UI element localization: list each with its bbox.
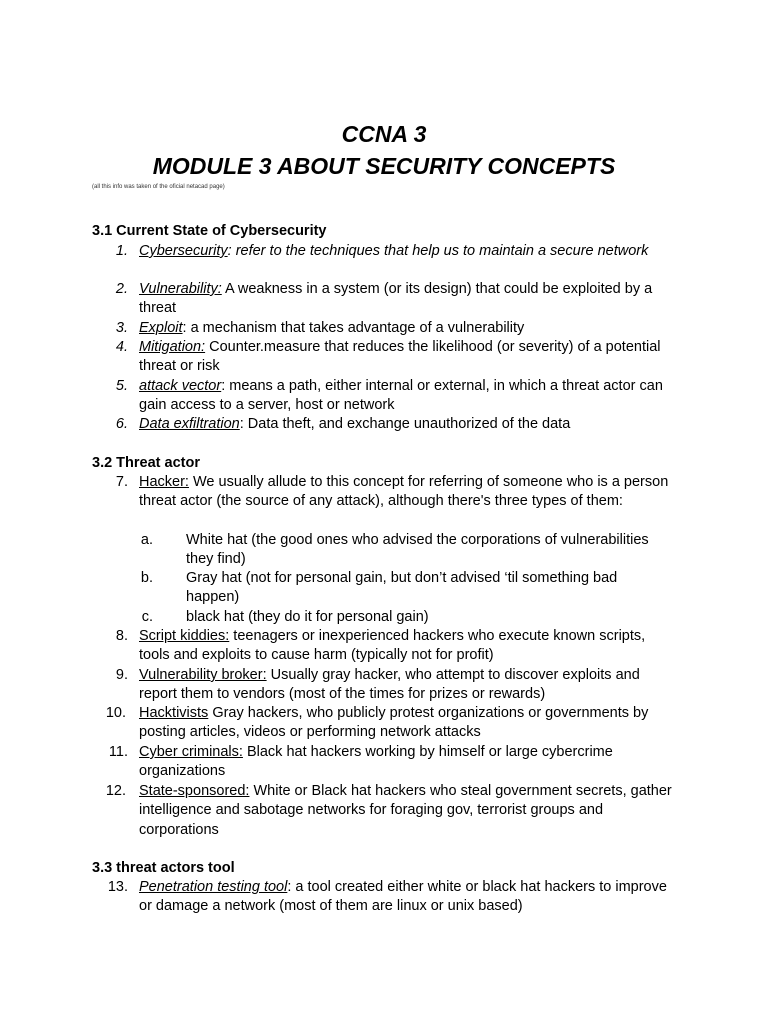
item-number: 6.: [115, 416, 128, 432]
item-number: 7.: [115, 474, 128, 490]
document-subtitle: MODULE 3 ABOUT SECURITY CONCEPTS: [152, 153, 616, 179]
item-term: Vulnerability broker:: [139, 667, 267, 683]
item-text: : means a path, either internal or external, in which a threat actor can gain access to a server, host or network: [139, 378, 663, 414]
item-term: Cyber criminals:: [139, 744, 243, 760]
source-note: (all this info was taken of the oficial netacad page): [92, 184, 225, 190]
item-text: Black hat hackers working by himself or large cybercrime organizations: [139, 744, 613, 780]
item-letter: c.: [141, 609, 153, 625]
sub-item-text: Gray hat (not for personal gain, but don’t advised ‘til something bad happen): [186, 570, 618, 606]
item-text: White or Black hat hackers who steal government secrets, gather intelligence and sabotage networks for foraging gov, terrorist groups and corporations: [139, 783, 672, 838]
item-term: Penetration testing tool: [139, 879, 288, 895]
item-number: 4.: [115, 339, 128, 355]
item-text: : a tool created either white or black hat hackers to improve or damage a network (most of them are linux or unix based): [139, 879, 667, 915]
item-letter: b.: [140, 570, 153, 586]
item-term: Hacktivists: [139, 705, 209, 721]
section-heading: 3.2 Threat actor: [92, 455, 200, 471]
item-number: 3.: [115, 320, 128, 336]
item-number: 11.: [108, 744, 128, 760]
item-term: Exploit: [139, 320, 183, 336]
item-number: 10.: [105, 705, 126, 721]
item-text: : a mechanism that takes advantage of a vulnerability: [182, 320, 525, 336]
item-term: Data exfiltration: [139, 416, 240, 432]
item-letter: a.: [140, 532, 153, 548]
item-term: Script kiddies:: [139, 628, 230, 644]
item-term: Mitigation:: [139, 339, 206, 355]
document-title: CCNA 3: [341, 121, 427, 147]
item-number: 13.: [107, 879, 128, 895]
item-number: 1.: [115, 243, 128, 259]
section-heading: 3.1 Current State of Cybersecurity: [92, 223, 327, 239]
item-number: 8.: [115, 628, 128, 644]
section-heading: 3.3 threat actors tool: [92, 860, 235, 876]
item-text: : Data theft, and exchange unauthorized of the data: [239, 416, 571, 432]
item-number: 5.: [115, 378, 128, 394]
item-term: Cybersecurity: [139, 243, 228, 259]
sub-item-text: White hat (the good ones who advised the corporations of vulnerabilities they find): [186, 532, 649, 568]
sub-item-text: black hat (they do it for personal gain): [186, 609, 429, 625]
item-term: Vulnerability:: [139, 281, 222, 297]
item-text: Gray hackers, who publicly protest organizations or governments by posting articles, videos or performing network attacks: [139, 705, 649, 741]
item-term: attack vector: [139, 378, 222, 394]
item-text: Usually gray hacker, who attempt to discover exploits and report them to vendors (most of the times for prizes or rewards): [139, 667, 640, 703]
item-text: A weakness in a system (or its design) that could be exploited by a threat: [139, 281, 653, 317]
item-term: Hacker:: [139, 474, 189, 490]
item-text: teenagers or inexperienced hackers who execute known scripts, tools and exploits to cause harm (typically not for profit): [139, 628, 646, 664]
item-term: State-sponsored:: [139, 783, 250, 799]
item-text: : refer to the techniques that help us to maintain a secure network: [227, 243, 649, 259]
item-number: 12.: [105, 783, 126, 799]
item-number: 2.: [115, 281, 128, 297]
item-text: We usually allude to this concept for referring of someone who is a person threat actor (the source of any attack), although there's three types of them:: [139, 474, 669, 510]
item-text: Counter.measure that reduces the likelihood (or severity) of a potential threat or risk: [139, 339, 661, 375]
item-number: 9.: [115, 667, 128, 683]
